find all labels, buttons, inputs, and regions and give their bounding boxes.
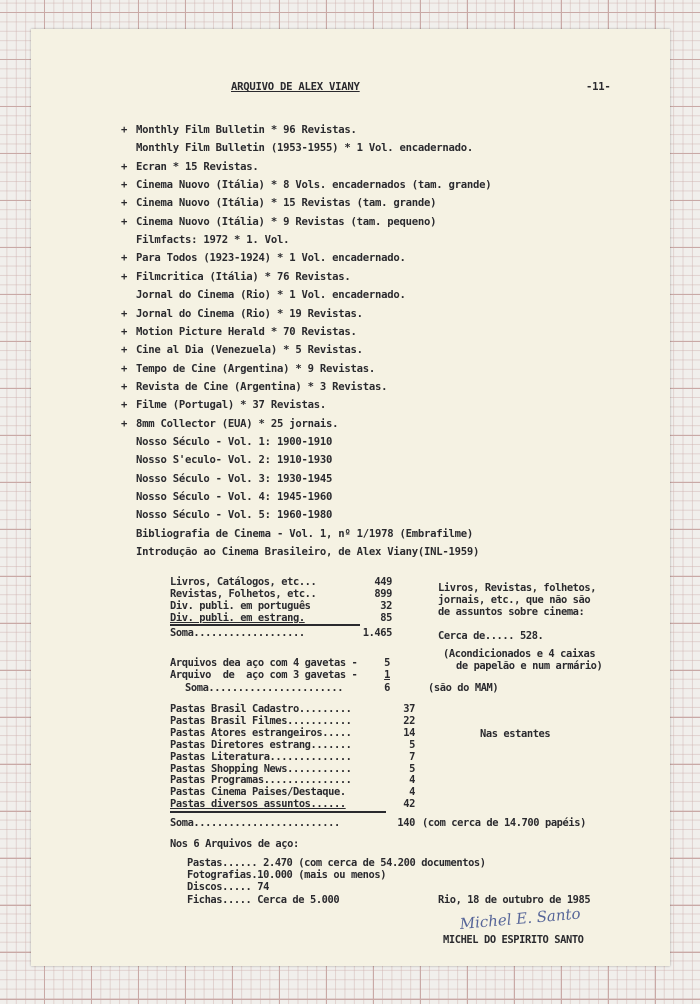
folder-row-value: 5 bbox=[409, 739, 415, 751]
cabinet-sum-label: Soma....................... bbox=[185, 682, 344, 694]
item-mark: + bbox=[121, 418, 128, 430]
item-text: Filme (Portugal) * 37 Revistas. bbox=[136, 399, 326, 411]
folder-row-label: Pastas Atores estrangeiros..... bbox=[170, 727, 352, 739]
item-text: Cinema Nuovo (Itália) * 15 Revistas (tam. grande) bbox=[136, 197, 437, 209]
item-text: Filmcritica (Itália) * 76 Revistas. bbox=[136, 271, 351, 283]
books-row-label: Div. publi. em português bbox=[170, 600, 311, 612]
document-title: ARQUIVO DE ALEX VIANY bbox=[231, 81, 360, 93]
item-text: Bibliografia de Cinema - Vol. 1, nº 1/1978 (Embrafilme) bbox=[136, 528, 474, 540]
folder-row-value: 14 bbox=[403, 727, 415, 739]
item-text: 8mm Collector (EUA) * 25 jornais. bbox=[136, 418, 339, 430]
sum-rule bbox=[170, 624, 360, 626]
item-text: Nosso Século - Vol. 1: 1900-1910 bbox=[136, 436, 333, 448]
books-row-label: Livros, Catálogos, etc... bbox=[170, 576, 317, 588]
sum-rule bbox=[170, 811, 386, 813]
item-text: Cine al Dia (Venezuela) * 5 Revistas. bbox=[136, 344, 363, 356]
archives-line: Fotografias.10.000 (mais ou menos) bbox=[187, 869, 387, 881]
handwritten-signature: Michel E. Santo bbox=[458, 904, 582, 933]
signer-name: MICHEL DO ESPIRITO SANTO bbox=[443, 934, 584, 946]
folders-sum-note: (com cerca de 14.700 papéis) bbox=[422, 817, 586, 829]
books-row-value: 449 bbox=[374, 576, 392, 588]
item-text: Monthly Film Bulletin (1953-1955) * 1 Vol. encadernado. bbox=[136, 142, 474, 154]
books-about-count: Cerca de..... 528. bbox=[438, 630, 544, 642]
folder-row-value: 4 bbox=[409, 786, 415, 798]
folder-row-label: Pastas Shopping News........... bbox=[170, 763, 352, 775]
item-mark: + bbox=[121, 252, 128, 264]
cabinet-row-value: 1 bbox=[384, 669, 390, 681]
books-stored-line: de papelão e num armário) bbox=[456, 660, 603, 672]
folder-row-value: 42 bbox=[403, 798, 415, 810]
books-note-line: jornais, etc., que não são bbox=[438, 594, 591, 606]
item-text: Tempo de Cine (Argentina) * 9 Revistas. bbox=[136, 363, 375, 375]
item-text: Cinema Nuovo (Itália) * 9 Revistas (tam. pequeno) bbox=[136, 216, 437, 228]
item-text: Filmfacts: 1972 * 1. Vol. bbox=[136, 234, 290, 246]
item-text: Motion Picture Herald * 70 Revistas. bbox=[136, 326, 357, 338]
books-note-line: de assuntos sobre cinema: bbox=[438, 606, 585, 618]
cabinet-row-value: 5 bbox=[384, 657, 390, 669]
folder-row-label: Pastas Brasil Filmes........... bbox=[170, 715, 352, 727]
books-note-line: Livros, Revistas, folhetos, bbox=[438, 582, 597, 594]
item-mark: + bbox=[121, 363, 128, 375]
folder-row-value: 37 bbox=[403, 703, 415, 715]
item-text: Para Todos (1923-1924) * 1 Vol. encadernado. bbox=[136, 252, 406, 264]
folder-row-label: Pastas Literatura.............. bbox=[170, 751, 352, 763]
item-text: Monthly Film Bulletin * 96 Revistas. bbox=[136, 124, 357, 136]
books-row-value: 32 bbox=[380, 600, 392, 612]
books-row-value: 85 bbox=[380, 612, 392, 624]
folder-row-label: Pastas Brasil Cadastro......... bbox=[170, 703, 352, 715]
folder-row-label: Pastas Diretores estrang....... bbox=[170, 739, 352, 751]
item-text: Ecran * 15 Revistas. bbox=[136, 161, 259, 173]
folder-row-label: Pastas Cinema Paises/Destaque. bbox=[170, 786, 346, 798]
item-mark: + bbox=[121, 161, 128, 173]
item-mark: + bbox=[121, 271, 128, 283]
item-mark: + bbox=[121, 344, 128, 356]
cabinet-sum-value: 6 bbox=[384, 682, 390, 694]
item-mark: + bbox=[121, 179, 128, 191]
archives-heading: Nos 6 Arquivos de aço: bbox=[170, 838, 299, 850]
folder-row-label: Pastas Programas............... bbox=[170, 774, 352, 786]
archives-line: Pastas...... 2.470 (com cerca de 54.200 documentos) bbox=[187, 857, 486, 869]
page-number: -11- bbox=[586, 81, 611, 93]
books-sum-label: Soma................... bbox=[170, 627, 305, 639]
books-row-value: 899 bbox=[374, 588, 392, 600]
folder-row-value: 5 bbox=[409, 763, 415, 775]
cabinet-note: (são do MAM) bbox=[428, 682, 499, 694]
item-text: Revista de Cine (Argentina) * 3 Revistas. bbox=[136, 381, 388, 393]
item-mark: + bbox=[121, 124, 128, 136]
folders-note: Nas estantes bbox=[480, 728, 551, 740]
books-row-label: Revistas, Folhetos, etc.. bbox=[170, 588, 317, 600]
folder-row-label: Pastas diversos assuntos...... bbox=[170, 798, 346, 810]
item-mark: + bbox=[121, 308, 128, 320]
item-text: Nosso Século - Vol. 5: 1960-1980 bbox=[136, 509, 333, 521]
cabinet-row-label: Arquivos dea aço com 4 gavetas - bbox=[170, 657, 358, 669]
place-date: Rio, 18 de outubro de 1985 bbox=[438, 894, 591, 906]
item-text: Jornal do Cinema (Rio) * 1 Vol. encadernado. bbox=[136, 289, 406, 301]
item-mark: + bbox=[121, 399, 128, 411]
books-row-label: Div. publi. em estrang. bbox=[170, 612, 305, 624]
item-mark: + bbox=[121, 381, 128, 393]
cabinet-row-label: Arquivo de aço com 3 gavetas - bbox=[170, 669, 358, 681]
item-text: Nosso Século - Vol. 4: 1945-1960 bbox=[136, 491, 333, 503]
folders-sum-value: 140 bbox=[397, 817, 415, 829]
books-stored-line: (Acondicionados e 4 caixas bbox=[443, 648, 596, 660]
item-mark: + bbox=[121, 216, 128, 228]
folder-row-value: 4 bbox=[409, 774, 415, 786]
item-text: Introdução ao Cinema Brasileiro, de Alex Viany(INL-1959) bbox=[136, 546, 480, 558]
archives-line: Discos..... 74 bbox=[187, 881, 269, 893]
books-sum-value: 1.465 bbox=[362, 627, 392, 639]
folders-sum-label: Soma......................... bbox=[170, 817, 340, 829]
item-mark: + bbox=[121, 326, 128, 338]
item-text: Nosso Século - Vol. 3: 1930-1945 bbox=[136, 473, 333, 485]
folder-row-value: 22 bbox=[403, 715, 415, 727]
archives-line: Fichas..... Cerca de 5.000 bbox=[187, 894, 340, 906]
item-text: Jornal do Cinema (Rio) * 19 Revistas. bbox=[136, 308, 363, 320]
item-mark: + bbox=[121, 197, 128, 209]
item-text: Nosso S'eculo- Vol. 2: 1910-1930 bbox=[136, 454, 333, 466]
item-text: Cinema Nuovo (Itália) * 8 Vols. encadernados (tam. grande) bbox=[136, 179, 492, 191]
folder-row-value: 7 bbox=[409, 751, 415, 763]
